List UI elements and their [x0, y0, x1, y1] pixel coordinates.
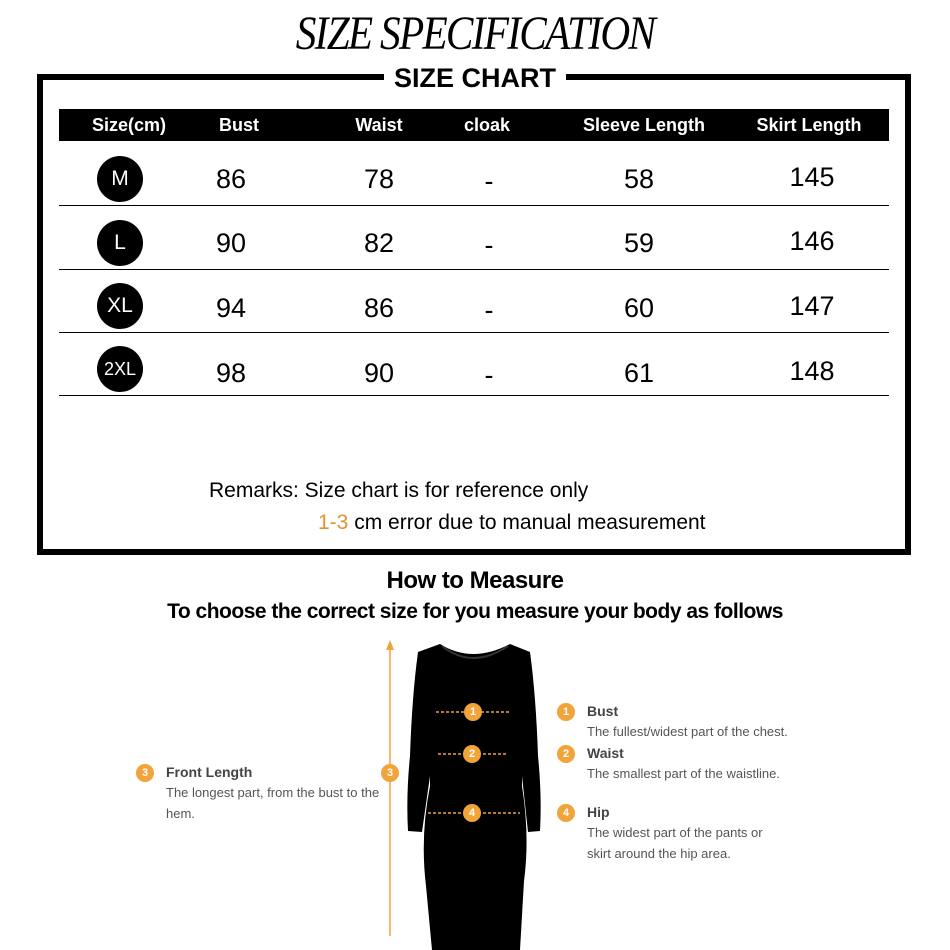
size-badge: M	[97, 156, 143, 202]
sleeve-value: 59	[623, 228, 655, 258]
cloak-value: -	[484, 295, 494, 325]
table-row	[59, 206, 889, 270]
bust-description: The fullest/widest part of the chest.	[587, 724, 788, 739]
how-to-measure-heading: How to Measure	[386, 567, 564, 594]
waist-value: 78	[363, 164, 395, 194]
waist-label: Waist	[587, 745, 624, 761]
table-header	[59, 109, 889, 141]
cloak-value: -	[484, 230, 494, 260]
front-length-legend-number: 3	[136, 764, 154, 782]
error-range: 1-3	[318, 511, 349, 534]
page-title: SIZE SPECIFICATION	[295, 7, 655, 60]
bust-label: Bust	[587, 703, 619, 719]
sleeve-value: 58	[623, 164, 655, 194]
front-length-marker: 3	[381, 764, 399, 782]
dress-shape	[407, 644, 540, 950]
col-size: Size(cm)	[91, 115, 167, 135]
cloak-value: -	[484, 360, 494, 390]
how-to-measure-subtitle: To choose the correct size for you measure your body as follows	[167, 600, 783, 623]
hip-legend-number: 4	[557, 804, 575, 822]
front-length-arrow-top	[386, 640, 394, 650]
waist-value: 86	[363, 293, 395, 323]
col-waist: Waist	[355, 115, 403, 135]
sleeve-value: 60	[623, 293, 655, 323]
hip-label: Hip	[587, 804, 610, 820]
size-badge: 2XL	[97, 346, 143, 392]
waist-legend-number: 2	[557, 745, 575, 763]
size-badge: XL	[97, 283, 143, 329]
skirt-value: 148	[789, 356, 835, 386]
skirt-value: 146	[789, 226, 835, 256]
waist-marker: 2	[463, 745, 481, 763]
bust-value: 94	[215, 293, 247, 323]
size-badge: L	[97, 220, 143, 266]
hip-description: The widest part of the pants or skirt around the hip area.	[587, 825, 763, 861]
col-bust: Bust	[219, 115, 259, 135]
bust-legend-number: 1	[557, 703, 575, 721]
bust-value: 98	[215, 358, 247, 388]
size-chart-label: SIZE CHART	[384, 63, 566, 94]
col-cloak: cloak	[463, 115, 511, 135]
waist-value: 82	[363, 228, 395, 258]
sleeve-value: 61	[623, 358, 655, 388]
table-row	[59, 332, 889, 396]
remarks-line-1: Remarks: Size chart is for reference only	[209, 479, 589, 502]
bust-value: 86	[215, 164, 247, 194]
col-skirt: Skirt Length	[756, 115, 862, 135]
dress-illustration	[360, 636, 560, 950]
waist-value: 90	[363, 358, 395, 388]
error-note: cm error due to manual measurement	[348, 511, 706, 534]
skirt-value: 147	[789, 291, 835, 321]
cloak-value: -	[484, 166, 494, 196]
bust-marker: 1	[464, 703, 482, 721]
remarks-line-2	[318, 511, 706, 535]
bust-value: 90	[215, 228, 247, 258]
col-sleeve: Sleeve Length	[582, 115, 706, 135]
skirt-value: 145	[789, 162, 835, 192]
table-row	[59, 142, 889, 206]
table-row	[59, 269, 889, 333]
front-length-description: The longest part, from the bust to the hem.	[166, 785, 380, 821]
hip-marker: 4	[463, 804, 481, 822]
waist-description: The smallest part of the waistline.	[587, 766, 780, 781]
front-length-label: Front Length	[166, 764, 253, 780]
